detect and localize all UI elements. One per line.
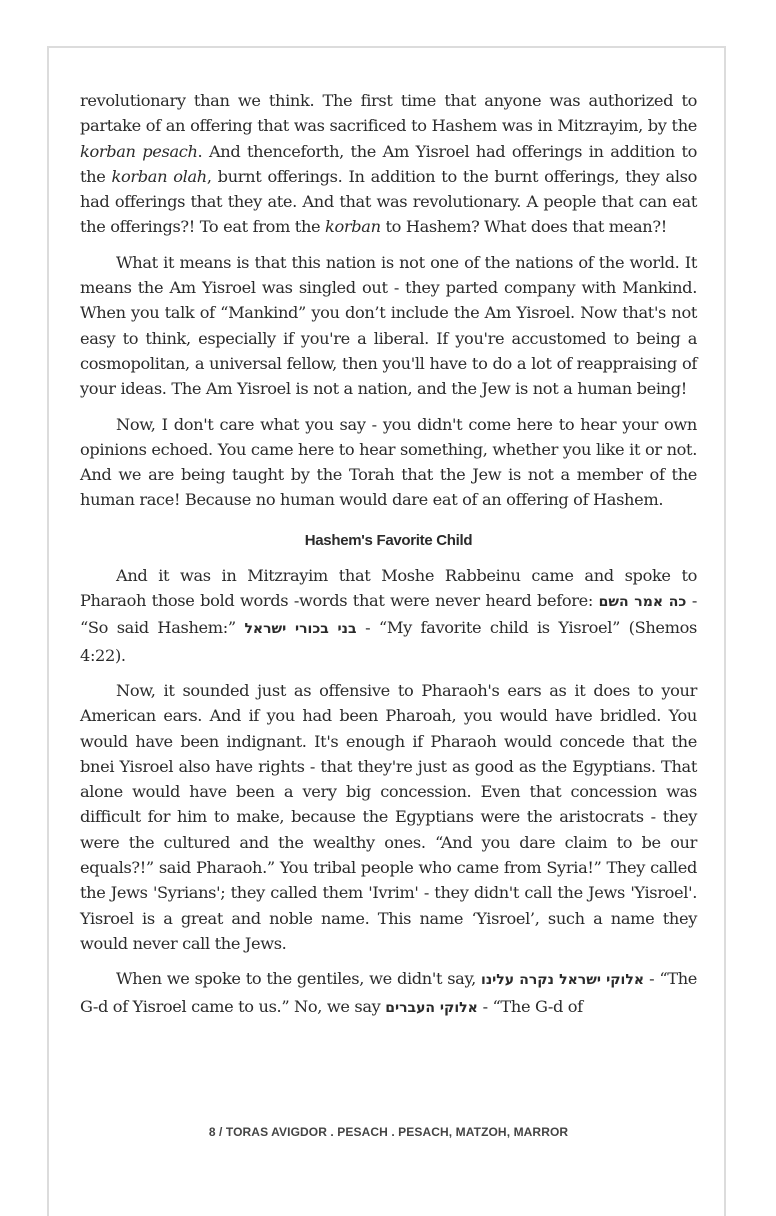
section-paragraphs	[80, 563, 697, 1021]
paragraph-text: , burnt offerings. In addition to the burnt offerings, they also had offerings that they ate. And that was revolutionary. A people that can eat the offerings?! To eat from the	[80, 166, 697, 237]
paragraph-text: What it means is that this nation is not one of the nations of the world. It means the Am Yisroel was singled out - they parted company with Mankind. When you talk of “Mankind” you don’t include the Am Yisroel. Now that's not easy to think, especially if you're a liberal. If you're accustomed to being a cosmopolitan, a universal fellow, then you'll have to do a lot of reappraising of your ideas. The Am Yisroel is not a nation, and the Jew is not a human being!	[80, 252, 697, 399]
paragraph-text: - “So said Hashem:”	[80, 591, 697, 638]
hebrew-quote: כה אמר השם	[598, 594, 687, 611]
paragraph-text: - “My favorite child is Yisroel” (Shemos 4:22).	[80, 618, 698, 665]
paragraph	[80, 250, 697, 402]
paragraph	[80, 966, 697, 1021]
hebrew-quote: בני בכורי ישראל	[244, 621, 357, 638]
italic-term: korban pesach	[80, 141, 198, 161]
section-heading: Hashem's Favorite Child	[304, 531, 473, 549]
intro-paragraphs	[80, 88, 697, 513]
paragraph-text: - “The G-d of	[477, 996, 583, 1016]
paragraph-text: Now, I don't care what you say - you didn't come here to hear your own opinions echoed. You came here to hear something, whether you like it or not. And we are being taught by the Torah that the Jew is not a member of the human race! Because no human would dare eat of an offering of Hashem.	[80, 414, 697, 510]
paragraph-text: And it was in Mitzrayim that Moshe Rabbeinu came and spoke to Pharaoh those bold words -words that were never heard before:	[80, 565, 697, 611]
hebrew-quote: אלוקי ישראל נקרה עלינו	[481, 972, 645, 989]
paragraph	[80, 412, 697, 513]
italic-term: korban olah	[111, 166, 207, 186]
italic-term: korban	[325, 217, 381, 237]
page-body	[80, 88, 697, 1031]
paragraph-text: to Hashem? What does that mean?!	[380, 217, 667, 237]
paragraph-text: When we spoke to the gentiles, we didn't say,	[116, 969, 482, 989]
hebrew-quote: אלוקי העברים	[385, 999, 478, 1016]
paragraph-text: Now, it sounded just as offensive to Pharaoh's ears as it does to your American ears. And if you had been Pharoah, you would have bridled. You would have been indignant. It's enough if Pharaoh would concede that the bnei Yisroel also have rights - that they're just as good as the Egyptians. That alone would have been a very big concession. Even that concession was difficult for him to make, because the Egyptians were the aristocrats - they were the cultured and the wealthy ones. “And you dare claim to be our equals?!” said Pharaoh.” You tribal people who came from Syria!” They called the Jews 'Syrians'; they called them 'Ivrim' - they didn't call the Jews 'Yisroel'. Yisroel is a great and noble name. This name ‘Yisroel’, such a name they would never call the Jews.	[80, 680, 697, 953]
paragraph	[80, 678, 697, 956]
paragraph	[80, 563, 697, 668]
paragraph-text: . And thenceforth, the Am Yisroel had offerings in addition to the	[80, 141, 697, 186]
paragraph	[80, 88, 697, 240]
paragraph-text: revolutionary than we think. The first time that anyone was authorized to partake of an offering that was sacrificed to Hashem was in Mitzrayim, by the	[80, 91, 697, 136]
paragraph-text: - “The G-d of Yisroel came to us.” No, we say	[80, 969, 697, 1016]
page-footer: 8 / TORAS AVIGDOR . PESACH . PESACH, MATZOH, MARROR	[208, 1125, 569, 1139]
